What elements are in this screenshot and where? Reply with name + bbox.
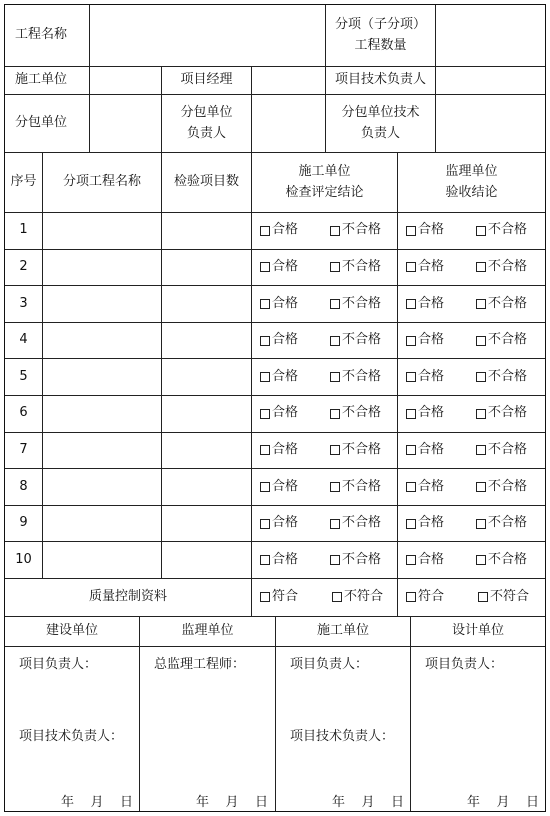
quality-supervision-cell: [398, 579, 545, 617]
row-subproject-name[interactable]: [43, 286, 162, 323]
row-construction-result: [252, 359, 398, 396]
checkbox-icon: [330, 409, 340, 419]
row-construction-result: [252, 433, 398, 470]
row-subproject-name[interactable]: [43, 250, 162, 287]
construction-fail-checkbox[interactable]: [330, 257, 381, 278]
checkbox-label: 不合格: [488, 368, 528, 384]
row-subproject-name[interactable]: [43, 359, 162, 396]
construction-fail-checkbox[interactable]: [330, 440, 381, 461]
quality-supervision-nonconform-checkbox[interactable]: [478, 587, 529, 608]
sub-tech-lead-label: [326, 95, 436, 153]
sig-block-supervision[interactable]: [140, 647, 276, 811]
col-header-supervision-line1: 监理单位: [445, 163, 498, 179]
checkbox-icon: [476, 409, 486, 419]
sub-tech-lead-label-line1: 分包单位技术: [341, 104, 420, 120]
supervision-pass-checkbox[interactable]: [406, 257, 444, 278]
quality-construction-conform-checkbox[interactable]: [260, 587, 298, 608]
checkbox-label: 合格: [418, 258, 445, 274]
checkbox-icon: [406, 336, 416, 346]
row-number: 8: [5, 469, 43, 506]
checkbox-label: 不合格: [342, 332, 382, 348]
checkbox-icon: [476, 519, 486, 529]
tech-lead-label: 项目技术负责人: [326, 67, 436, 95]
supervision-pass-checkbox[interactable]: [406, 294, 444, 315]
sig-block-owner[interactable]: [5, 647, 140, 811]
checkbox-icon: [476, 555, 486, 565]
checkbox-icon: [478, 592, 488, 602]
construction-pass-checkbox[interactable]: [260, 294, 298, 315]
subproject-qty-label-line1: 分项（子分项）: [334, 16, 426, 32]
checkbox-label: 合格: [418, 332, 445, 348]
sig-line1: 项目负责人：: [19, 657, 98, 672]
sig-line1: 总监理工程师：: [154, 657, 246, 672]
construction-pass-checkbox[interactable]: [260, 440, 298, 461]
row-supervision-result: [398, 542, 545, 579]
row-construction-result: [252, 396, 398, 433]
sig-line2: 项目技术负责人：: [19, 729, 124, 744]
col-header-supervision: [398, 153, 545, 213]
checkbox-label: 合格: [418, 551, 445, 567]
supervision-fail-checkbox[interactable]: [476, 403, 527, 424]
row-item-count[interactable]: [162, 433, 252, 470]
checkbox-icon: [330, 299, 340, 309]
checkbox-label: 不合格: [488, 258, 528, 274]
row-item-count[interactable]: [162, 213, 252, 250]
col-header-construction-line1: 施工单位: [298, 163, 351, 179]
sub-tech-lead-value[interactable]: [436, 95, 545, 153]
construction-fail-checkbox[interactable]: [330, 330, 381, 351]
supervision-fail-checkbox[interactable]: [476, 220, 527, 241]
row-supervision-result: [398, 213, 545, 250]
row-supervision-result: [398, 506, 545, 543]
supervision-pass-checkbox[interactable]: [406, 550, 444, 571]
supervision-fail-checkbox[interactable]: [476, 477, 527, 498]
checkbox-label: 不符合: [344, 589, 384, 605]
quality-construction-cell: [252, 579, 398, 617]
subproject-qty-label: [326, 5, 436, 67]
construction-pass-checkbox[interactable]: [260, 367, 298, 388]
checkbox-label: 合格: [272, 441, 299, 457]
checkbox-icon: [260, 409, 270, 419]
checkbox-label: 不合格: [488, 478, 528, 494]
sig-block-design[interactable]: [411, 647, 545, 811]
checkbox-icon: [406, 592, 416, 602]
row-number: 3: [5, 286, 43, 323]
sig-date: 年 月 日: [467, 795, 540, 810]
row-item-count[interactable]: [162, 469, 252, 506]
acceptance-form: [4, 4, 546, 812]
checkbox-icon: [406, 519, 416, 529]
sig-date: 年 月 日: [61, 795, 134, 810]
quality-label: 质量控制资料: [5, 579, 252, 617]
col-header-supervision-line2: 验收结论: [445, 184, 498, 200]
row-item-count[interactable]: [162, 359, 252, 396]
checkbox-label: 不合格: [342, 295, 382, 311]
row-number: 2: [5, 250, 43, 287]
subproject-qty-label-line2: 工程数量: [354, 37, 407, 53]
row-item-count[interactable]: [162, 323, 252, 360]
supervision-fail-checkbox[interactable]: [476, 513, 527, 534]
sub-lead-value[interactable]: [252, 95, 326, 153]
checkbox-icon: [406, 226, 416, 236]
supervision-pass-checkbox[interactable]: [406, 367, 444, 388]
construction-pass-checkbox[interactable]: [260, 477, 298, 498]
checkbox-icon: [476, 482, 486, 492]
checkbox-label: 合格: [272, 405, 299, 421]
checkbox-icon: [330, 445, 340, 455]
construction-fail-checkbox[interactable]: [330, 477, 381, 498]
row-supervision-result: [398, 359, 545, 396]
checkbox-label: 不合格: [488, 295, 528, 311]
subcontractor-value[interactable]: [90, 95, 162, 153]
row-construction-result: [252, 286, 398, 323]
checkbox-icon: [330, 519, 340, 529]
construction-pass-checkbox[interactable]: [260, 257, 298, 278]
checkbox-icon: [260, 482, 270, 492]
checkbox-icon: [260, 336, 270, 346]
checkbox-label: 不符合: [490, 589, 530, 605]
checkbox-icon: [476, 336, 486, 346]
construction-fail-checkbox[interactable]: [330, 550, 381, 571]
construction-unit-value[interactable]: [90, 67, 162, 95]
project-name-value[interactable]: [90, 5, 326, 67]
checkbox-icon: [406, 409, 416, 419]
checkbox-label: 合格: [418, 515, 445, 531]
checkbox-icon: [406, 262, 416, 272]
sub-lead-label-line1: 分包单位: [180, 104, 233, 120]
sig-unit-design: 设计单位: [411, 617, 545, 647]
row-supervision-result: [398, 250, 545, 287]
checkbox-label: 不合格: [488, 222, 528, 238]
checkbox-label: 合格: [418, 222, 445, 238]
sig-unit-construction-owner: 建设单位: [5, 617, 140, 647]
checkbox-icon: [332, 592, 342, 602]
checkbox-icon: [476, 372, 486, 382]
construction-fail-checkbox[interactable]: [330, 513, 381, 534]
row-construction-result: [252, 250, 398, 287]
construction-fail-checkbox[interactable]: [330, 367, 381, 388]
checkbox-label: 合格: [272, 258, 299, 274]
supervision-pass-checkbox[interactable]: [406, 513, 444, 534]
row-supervision-result: [398, 469, 545, 506]
row-number: 10: [5, 542, 43, 579]
construction-pass-checkbox[interactable]: [260, 220, 298, 241]
quality-supervision-conform-checkbox[interactable]: [406, 587, 444, 608]
construction-fail-checkbox[interactable]: [330, 294, 381, 315]
quality-construction-nonconform-checkbox[interactable]: [332, 587, 383, 608]
checkbox-icon: [476, 226, 486, 236]
supervision-pass-checkbox[interactable]: [406, 440, 444, 461]
checkbox-label: 不合格: [342, 441, 382, 457]
checkbox-label: 合格: [418, 478, 445, 494]
col-header-name: 分项工程名称: [43, 153, 162, 213]
sub-tech-lead-label-line2: 负责人: [360, 125, 400, 141]
checkbox-label: 不合格: [488, 441, 528, 457]
checkbox-icon: [260, 519, 270, 529]
row-number: 6: [5, 396, 43, 433]
construction-fail-checkbox[interactable]: [330, 220, 381, 241]
checkbox-icon: [330, 482, 340, 492]
subproject-qty-value[interactable]: [436, 5, 545, 67]
row-number: 5: [5, 359, 43, 396]
supervision-pass-checkbox[interactable]: [406, 403, 444, 424]
checkbox-label: 合格: [272, 478, 299, 494]
checkbox-icon: [330, 226, 340, 236]
checkbox-icon: [330, 372, 340, 382]
row-number: 9: [5, 506, 43, 543]
sig-unit-contractor: 施工单位: [276, 617, 411, 647]
row-item-count[interactable]: [162, 250, 252, 287]
checkbox-label: 合格: [272, 368, 299, 384]
row-construction-result: [252, 469, 398, 506]
supervision-fail-checkbox[interactable]: [476, 330, 527, 351]
tech-lead-value[interactable]: [436, 67, 545, 95]
checkbox-label: 不合格: [342, 551, 382, 567]
checkbox-label: 合格: [272, 295, 299, 311]
checkbox-icon: [260, 592, 270, 602]
checkbox-label: 符合: [272, 589, 299, 605]
supervision-fail-checkbox[interactable]: [476, 367, 527, 388]
row-supervision-result: [398, 323, 545, 360]
checkbox-icon: [260, 372, 270, 382]
row-supervision-result: [398, 433, 545, 470]
sig-date: 年 月 日: [196, 795, 269, 810]
supervision-fail-checkbox[interactable]: [476, 550, 527, 571]
checkbox-icon: [260, 226, 270, 236]
checkbox-icon: [406, 445, 416, 455]
row-item-count[interactable]: [162, 286, 252, 323]
row-item-count[interactable]: [162, 542, 252, 579]
checkbox-label: 合格: [272, 515, 299, 531]
checkbox-label: 不合格: [342, 515, 382, 531]
col-header-construction-line2: 检查评定结论: [285, 184, 364, 200]
supervision-fail-checkbox[interactable]: [476, 257, 527, 278]
checkbox-label: 合格: [418, 368, 445, 384]
construction-unit-label: 施工单位: [5, 67, 90, 95]
checkbox-label: 合格: [418, 405, 445, 421]
row-subproject-name[interactable]: [43, 396, 162, 433]
col-header-count: 检验项目数: [162, 153, 252, 213]
checkbox-label: 不合格: [488, 551, 528, 567]
checkbox-label: 不合格: [488, 332, 528, 348]
supervision-pass-checkbox[interactable]: [406, 477, 444, 498]
supervision-pass-checkbox[interactable]: [406, 220, 444, 241]
construction-pass-checkbox[interactable]: [260, 403, 298, 424]
row-subproject-name[interactable]: [43, 542, 162, 579]
row-subproject-name[interactable]: [43, 469, 162, 506]
row-supervision-result: [398, 396, 545, 433]
project-manager-value[interactable]: [252, 67, 326, 95]
checkbox-icon: [476, 262, 486, 272]
sig-date: 年 月 日: [332, 795, 405, 810]
checkbox-icon: [406, 482, 416, 492]
checkbox-icon: [476, 445, 486, 455]
row-supervision-result: [398, 286, 545, 323]
sig-unit-supervision: 监理单位: [140, 617, 276, 647]
row-number: 1: [5, 213, 43, 250]
checkbox-icon: [330, 336, 340, 346]
checkbox-icon: [330, 555, 340, 565]
project-name-label: 工程名称: [5, 5, 90, 67]
checkbox-label: 不合格: [342, 222, 382, 238]
sig-block-contractor[interactable]: [276, 647, 411, 811]
construction-pass-checkbox[interactable]: [260, 330, 298, 351]
row-subproject-name[interactable]: [43, 213, 162, 250]
checkbox-label: 不合格: [342, 478, 382, 494]
sig-line1: 项目负责人：: [290, 657, 369, 672]
supervision-pass-checkbox[interactable]: [406, 330, 444, 351]
col-header-construction: [252, 153, 398, 213]
row-construction-result: [252, 506, 398, 543]
checkbox-label: 不合格: [342, 405, 382, 421]
row-construction-result: [252, 213, 398, 250]
checkbox-label: 不合格: [488, 515, 528, 531]
checkbox-label: 不合格: [342, 368, 382, 384]
checkbox-icon: [260, 555, 270, 565]
checkbox-label: 合格: [418, 441, 445, 457]
sig-line2: 项目技术负责人：: [290, 729, 395, 744]
checkbox-icon: [406, 555, 416, 565]
checkbox-icon: [260, 299, 270, 309]
row-number: 4: [5, 323, 43, 360]
sig-line1: 项目负责人：: [425, 657, 504, 672]
row-item-count[interactable]: [162, 396, 252, 433]
row-number: 7: [5, 433, 43, 470]
checkbox-label: 不合格: [342, 258, 382, 274]
row-item-count[interactable]: [162, 506, 252, 543]
checkbox-label: 不合格: [488, 405, 528, 421]
row-subproject-name[interactable]: [43, 506, 162, 543]
row-construction-result: [252, 542, 398, 579]
checkbox-icon: [406, 299, 416, 309]
project-manager-label: 项目经理: [162, 67, 252, 95]
checkbox-icon: [260, 445, 270, 455]
row-subproject-name[interactable]: [43, 433, 162, 470]
row-construction-result: [252, 323, 398, 360]
checkbox-icon: [260, 262, 270, 272]
checkbox-label: 合格: [418, 295, 445, 311]
checkbox-icon: [406, 372, 416, 382]
checkbox-icon: [476, 299, 486, 309]
construction-fail-checkbox[interactable]: [330, 403, 381, 424]
supervision-fail-checkbox[interactable]: [476, 294, 527, 315]
checkbox-label: 合格: [272, 551, 299, 567]
row-subproject-name[interactable]: [43, 323, 162, 360]
supervision-fail-checkbox[interactable]: [476, 440, 527, 461]
checkbox-label: 合格: [272, 222, 299, 238]
sub-lead-label: [162, 95, 252, 153]
subcontractor-label: 分包单位: [5, 95, 90, 153]
sub-lead-label-line2: 负责人: [186, 125, 226, 141]
construction-pass-checkbox[interactable]: [260, 513, 298, 534]
checkbox-label: 符合: [418, 589, 445, 605]
construction-pass-checkbox[interactable]: [260, 550, 298, 571]
checkbox-label: 合格: [272, 332, 299, 348]
col-header-no: 序号: [5, 153, 43, 213]
checkbox-icon: [330, 262, 340, 272]
